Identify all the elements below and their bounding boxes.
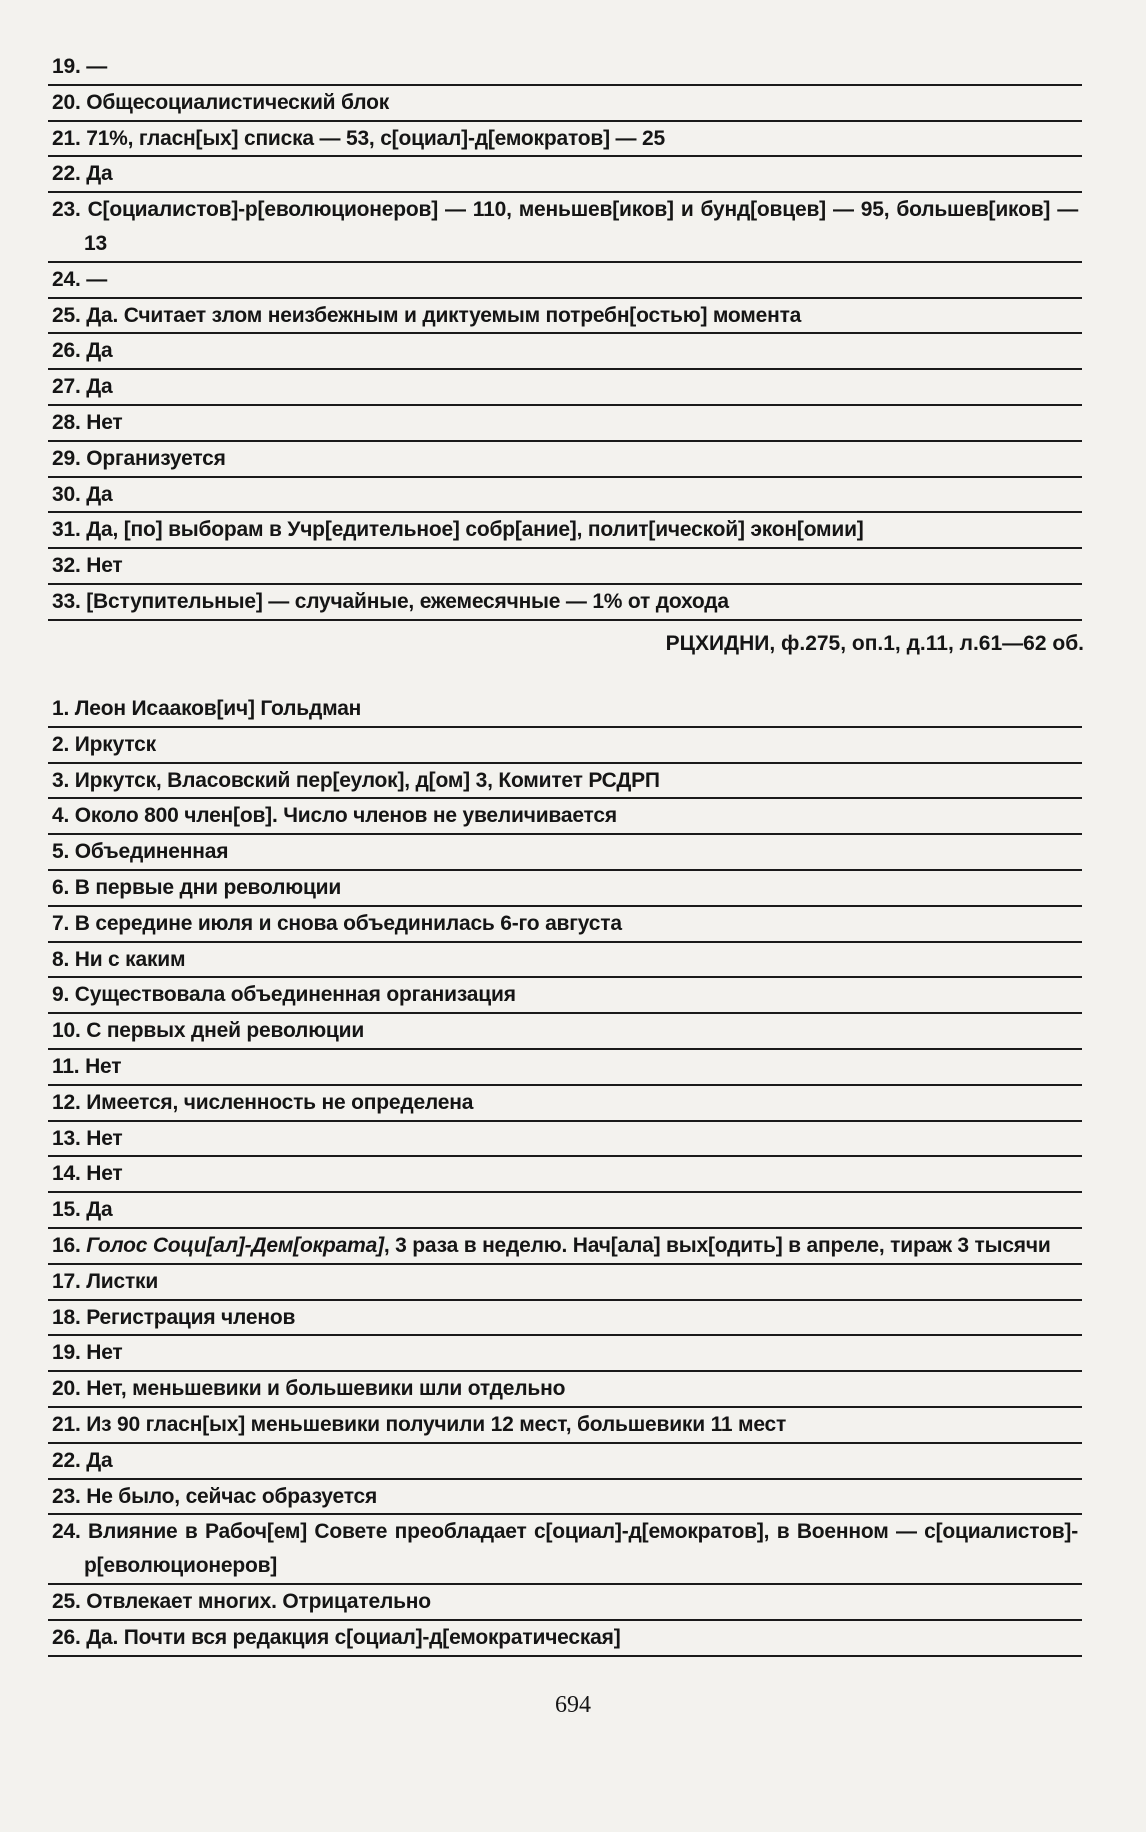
- answer-row: 18. Регистрация членов: [48, 1301, 1082, 1337]
- answer-row: [48, 1229, 1082, 1265]
- answer-text: , 3 раза в неделю. Нач[ала] вых[одить] в апреле, тираж 3 тысячи: [383, 1233, 1051, 1257]
- answer-row: 20. Общесоциалистический блок: [48, 86, 1082, 122]
- answer-row: 19. Нет: [48, 1336, 1082, 1372]
- answer-row: 27. Да: [48, 370, 1082, 406]
- answer-row: 23. Не было, сейчас образуется: [48, 1480, 1082, 1516]
- answer-row: 3. Иркутск, Власовский пер[еулок], д[ом] 3, Комитет РСДРП: [48, 764, 1082, 800]
- newspaper-title: Голос Соци[ал]-Дем[ократа]: [86, 1233, 384, 1257]
- answer-row: 6. В первые дни революции: [48, 871, 1082, 907]
- answer-row: 15. Да: [48, 1193, 1082, 1229]
- answer-row: 31. Да, [по] выборам в Учр[едительное] собр[ание], полит[ической] экон[омии]: [48, 513, 1082, 549]
- answer-row: 1. Леон Исааков[ич] Гольдман: [48, 692, 1082, 728]
- answer-row: 26. Да. Почти вся редакция с[оциал]-д[емократическая]: [48, 1621, 1082, 1657]
- answer-row: 21. 71%, гласн[ых] списка — 53, с[оциал]-д[емократов] — 25: [48, 122, 1082, 158]
- answer-row: 25. Да. Считает злом неизбежным и диктуемым потребн[остью] момента: [48, 299, 1082, 335]
- answer-row: 26. Да: [48, 334, 1082, 370]
- answer-row: 14. Нет: [48, 1157, 1082, 1193]
- answer-row: 11. Нет: [48, 1050, 1082, 1086]
- answer-row: 23. С[оциалистов]-р[еволюционеров] — 110, меньшев[иков] и бунд[овцев] — 95, большев[иков] — 13: [48, 193, 1082, 263]
- answer-row: 19. —: [48, 50, 1082, 86]
- answer-row: 33. [Вступительные] — случайные, ежемесячные — 1% от дохода: [48, 585, 1082, 621]
- page-number: 694: [555, 1692, 591, 1718]
- answer-row: 8. Ни с каким: [48, 943, 1082, 979]
- answer-row: 4. Около 800 член[ов]. Число членов не увеличивается: [48, 799, 1082, 835]
- answer-row: 32. Нет: [48, 549, 1082, 585]
- answer-row: 30. Да: [48, 478, 1082, 514]
- answers-list-1: [48, 50, 1082, 621]
- answer-row: 10. С первых дней революции: [48, 1014, 1082, 1050]
- archive-source-citation: РЦХИДНИ, ф.275, оп.1, д.11, л.61—62 об.: [665, 632, 1084, 655]
- answer-row: 2. Иркутск: [48, 728, 1082, 764]
- answer-row: 24. Влияние в Рабоч[ем] Совете преобладает с[оциал]-д[емократов], в Военном — с[оциалистов]-р[еволюционеров]: [48, 1515, 1082, 1585]
- answer-row: 13. Нет: [48, 1122, 1082, 1158]
- answers-list-2: [48, 692, 1082, 1657]
- answer-row: 22. Да: [48, 157, 1082, 193]
- answer-row: 17. Листки: [48, 1265, 1082, 1301]
- answer-row: 9. Существовала объединенная организация: [48, 978, 1082, 1014]
- answer-row: 7. В середине июля и снова объединилась 6-го августа: [48, 907, 1082, 943]
- answer-number: 16.: [52, 1233, 87, 1257]
- answer-row: 25. Отвлекает многих. Отрицательно: [48, 1585, 1082, 1621]
- answer-row: 29. Организуется: [48, 442, 1082, 478]
- answer-row: 22. Да: [48, 1444, 1082, 1480]
- answer-row: 24. —: [48, 263, 1082, 299]
- answer-row: 12. Имеется, численность не определена: [48, 1086, 1082, 1122]
- answer-row: 21. Из 90 гласн[ых] меньшевики получили 12 мест, большевики 11 мест: [48, 1408, 1082, 1444]
- answer-row: 20. Нет, меньшевики и большевики шли отдельно: [48, 1372, 1082, 1408]
- answer-row: 5. Объединенная: [48, 835, 1082, 871]
- answer-row: 28. Нет: [48, 406, 1082, 442]
